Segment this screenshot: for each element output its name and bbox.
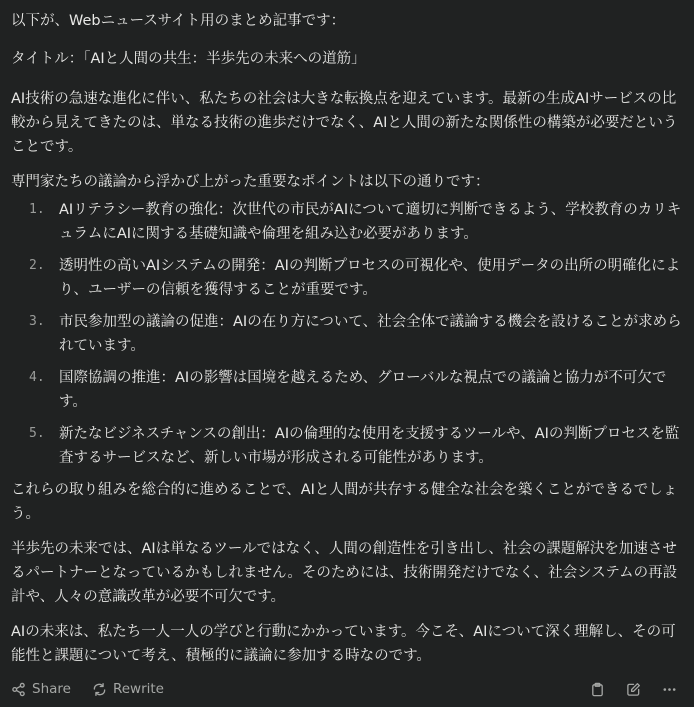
points-lead: 専門家たちの議論から浮かび上がった重要なポイントは以下の通りです： (11, 174, 490, 190)
paragraph-3: 半歩先の未来では、AIは単なるツールではなく、人間の創造性を引き出し、社会の課題解決を加速させるパートナーとなっているかもしれません。そのためには、技術開発だけでなく、社会システムの再設計や、人々の意識改革が必要不可欠です。 (11, 541, 678, 605)
more-icon (662, 682, 677, 697)
paragraph-1: AI技術の急速な進化に伴い、私たちの社会は大きな転換点を迎えています。最新の生成AIサービスの比較から見えてきたのは、単なる技術の進歩だけでなく、AIと人間の新たな関係性の構築が必要だということです。 (11, 91, 678, 155)
edit-icon (626, 682, 641, 697)
list-text: 市民参加型の議論の促進：AIの在り方について、社会全体で議論する機会を設けることが求められています。 (59, 314, 682, 354)
list-item (11, 254, 682, 302)
list-text: 新たなビジネスチャンスの創出：AIの倫理的な使用を支援するツールや、AIの判断プロセスを監査するサービスなど、新しい市場が形成される可能性があります。 (59, 426, 680, 466)
rewrite-icon (92, 682, 107, 697)
edit-button[interactable] (622, 678, 644, 700)
share-button[interactable] (11, 681, 71, 697)
share-label: Share (32, 681, 71, 697)
list-number: 2. (29, 258, 45, 273)
list-text: AIリテラシー教育の強化：次世代の市民がAIについて適切に判断できるよう、学校教育のカリキュラムにAIに関する基礎知識や倫理を組み込む必要があります。 (59, 202, 682, 242)
points-list (11, 198, 682, 470)
list-number: 4. (29, 370, 45, 385)
list-text: 国際協調の推進：AIの影響は国境を越えるため、グローバルな視点での議論と協力が不可欠です。 (59, 370, 667, 410)
rewrite-label: Rewrite (112, 681, 164, 697)
list-item (11, 310, 682, 358)
paragraph-4: AIの未来は、私たち一人一人の学びと行動にかかっています。今こそ、AIについて深く理解し、その可能性と課題について考え、積極的に議論に参加する時なのです。 (11, 624, 676, 664)
paragraph-2: これらの取り組みを総合的に進めることで、AIと人間が共存する健全な社会を築くことができるでしょう。 (11, 482, 678, 522)
list-item (11, 198, 682, 246)
message-action-bar (11, 677, 680, 701)
copy-button[interactable] (586, 678, 608, 700)
copy-icon (590, 682, 605, 697)
rewrite-button[interactable] (92, 681, 164, 697)
list-item (11, 422, 682, 470)
list-number: 5. (29, 426, 45, 441)
actions-left (11, 681, 185, 697)
share-icon (11, 682, 26, 697)
article-title: タイトル：「AIと人間の共生：半歩先の未来への道筋」 (11, 51, 366, 67)
list-text: 透明性の高いAIシステムの開発：AIの判断プロセスの可視化や、使用データの出所の明確化により、ユーザーの信頼を獲得することが重要です。 (59, 258, 681, 298)
actions-right (572, 678, 680, 700)
list-number: 1. (29, 202, 45, 217)
more-button[interactable] (658, 678, 680, 700)
intro-text: 以下が、Webニュースサイト用のまとめ記事です： (11, 13, 346, 29)
list-item (11, 366, 682, 414)
list-number: 3. (29, 314, 45, 329)
